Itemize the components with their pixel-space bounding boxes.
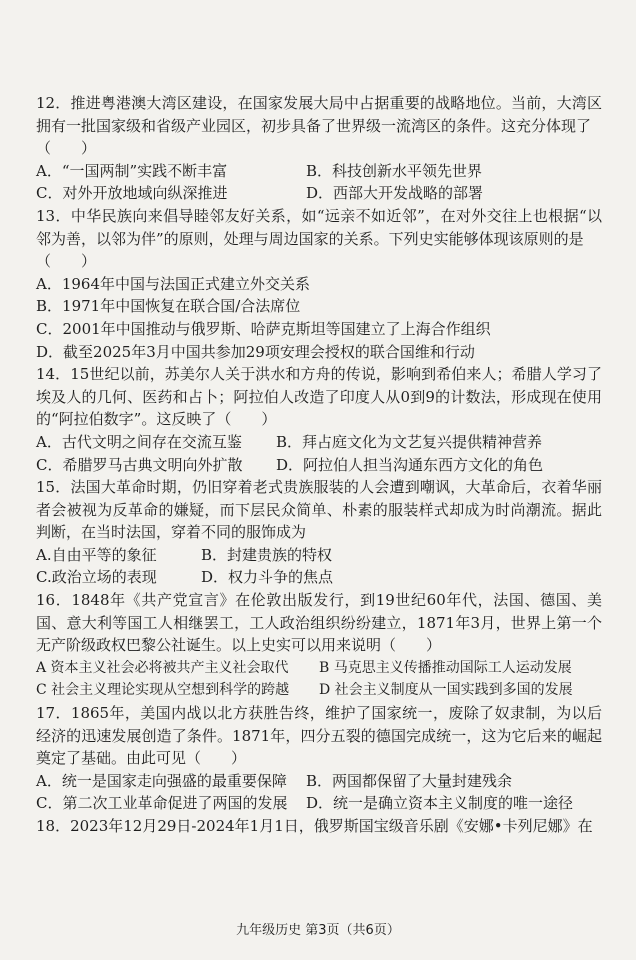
- q12-options-row2: [36, 182, 602, 205]
- q15-option-b: B．封建贵族的特权: [201, 545, 333, 564]
- q15-option-c: C.政治立场的表现: [36, 568, 157, 587]
- question-list: [36, 92, 602, 838]
- q17-options-row1: [36, 770, 602, 793]
- q16-options-row2: [36, 679, 602, 702]
- q15-stem: 15．法国大革命时期，仍旧穿着老式贵族服装的人会遭到嘲讽，大革命后，衣着华丽者会被视为反革命的嫌疑，而下层民众简单、朴素的服装样式却成为时尚潮流。据此判断，在当时法国，穿着不同的服饰成为: [36, 478, 602, 542]
- q13-option-d: D．截至2025年3月中国共参加29项安理会授权的联合国维和行动: [36, 342, 475, 361]
- q13-blank: （ ）: [36, 252, 97, 271]
- q12-options-row1: [36, 160, 602, 183]
- q13-option-c: C．2001年中国推动与俄罗斯、哈萨克斯坦等国建立了上海合作组织: [36, 319, 491, 338]
- q14-option-b: B．拜占庭文化为文艺复兴提供精神营养: [276, 432, 543, 451]
- q14-stem: 14．15世纪以前，苏美尔人关于洪水和方舟的传说，影响到希伯来人；希腊人学习了埃及人的几何、医药和占卜；阿拉伯人改造了印度人从0到9的计数法，形成现在使用的“阿拉伯数字”。这反映了（ ）: [36, 365, 602, 429]
- q12-option-c: C．对外开放地域向纵深推进: [36, 184, 228, 203]
- q14-options-row1: [36, 431, 602, 454]
- q13-stem: 13．中华民族向来倡导睦邻友好关系，如“远亲不如近邻”，在对外交往上也根据“以邻为善，以邻为伴”的原则，处理与周边国家的关系。下列史实能够体现该原则的是: [36, 206, 602, 248]
- q15-options-row1: [36, 544, 602, 567]
- q15-option-a: A.自由平等的象征: [36, 545, 157, 564]
- q13-option-a: A．1964年中国与法国正式建立外交关系: [36, 274, 311, 293]
- q17-option-a: A．统一是国家走向强盛的最重要保障: [36, 771, 287, 790]
- q17-option-d: D．统一是确立资本主义制度的唯一途径: [306, 794, 574, 813]
- page-footer: 九年级历史 第3页（共6页）: [236, 923, 400, 938]
- q12-option-b: B．科技创新水平领先世界: [306, 161, 483, 180]
- q17-stem: 17．1865年，美国内战以北方获胜告终，维护了国家统一，废除了奴隶制，为以后经济的迅速发展创造了条件。1871年，四分五裂的德国完成统一，这为它后来的崛起奠定了基础。由此可见（ ）: [36, 704, 602, 768]
- q17-option-b: B．两国都保留了大量封建残余: [306, 771, 513, 790]
- q14-option-d: D．阿拉伯人担当沟通东西方文化的角色: [276, 455, 544, 474]
- q17-options-row2: [36, 792, 602, 815]
- q18-stem: 18．2023年12月29日-2024年1月1日，俄罗斯国宝级音乐剧《安娜•卡列尼娜》在: [36, 817, 593, 835]
- q12-blank: （ ）: [36, 139, 97, 158]
- q12-option-a: A．“一国两制”实践不断丰富: [36, 161, 228, 180]
- q16-option-c: C 社会主义理论实现从空想到科学的跨越: [36, 682, 290, 699]
- q14-options-row2: [36, 454, 602, 477]
- q16-option-b: B 马克思主义传播推动国际工人运动发展: [319, 659, 572, 676]
- q12-stem: 12．推进粤港澳大湾区建设，在国家发展大局中占据重要的战略地位。当前，大湾区拥有一批国家级和省级产业园区，初步具备了世界级一流湾区的条件。这充分体现了: [36, 94, 602, 135]
- q16-stem: 16．1848年《共产党宣言》在伦敦出版发行，到19世纪60年代，法国、德国、美国、意大利等国工人相继罢工，工人政治组织纷纷建立，1871年3月，世界上第一个无产阶级政权巴黎公社诞生。以上史实可以用来说明（ ）: [36, 591, 602, 655]
- q15-options-row2: [36, 566, 602, 589]
- q14-option-a: A．古代文明之间存在交流互鉴: [36, 432, 242, 451]
- q16-option-d: D 社会主义制度从一国实践到多国的发展: [319, 682, 573, 699]
- q13-option-b: B．1971年中国恢复在联合国/合法席位: [36, 297, 301, 316]
- q16-options-row1: [36, 657, 602, 680]
- q14-option-c: C．希腊罗马古典文明向外扩散: [36, 455, 243, 474]
- q17-option-c: C．第二次工业革命促进了两国的发展: [36, 794, 288, 813]
- q16-option-a: A 资本主义社会必将被共产主义社会取代: [36, 659, 289, 676]
- q12-option-d: D．西部大开发战略的部署: [306, 184, 484, 203]
- q15-option-d: D．权力斗争的焦点: [201, 568, 334, 587]
